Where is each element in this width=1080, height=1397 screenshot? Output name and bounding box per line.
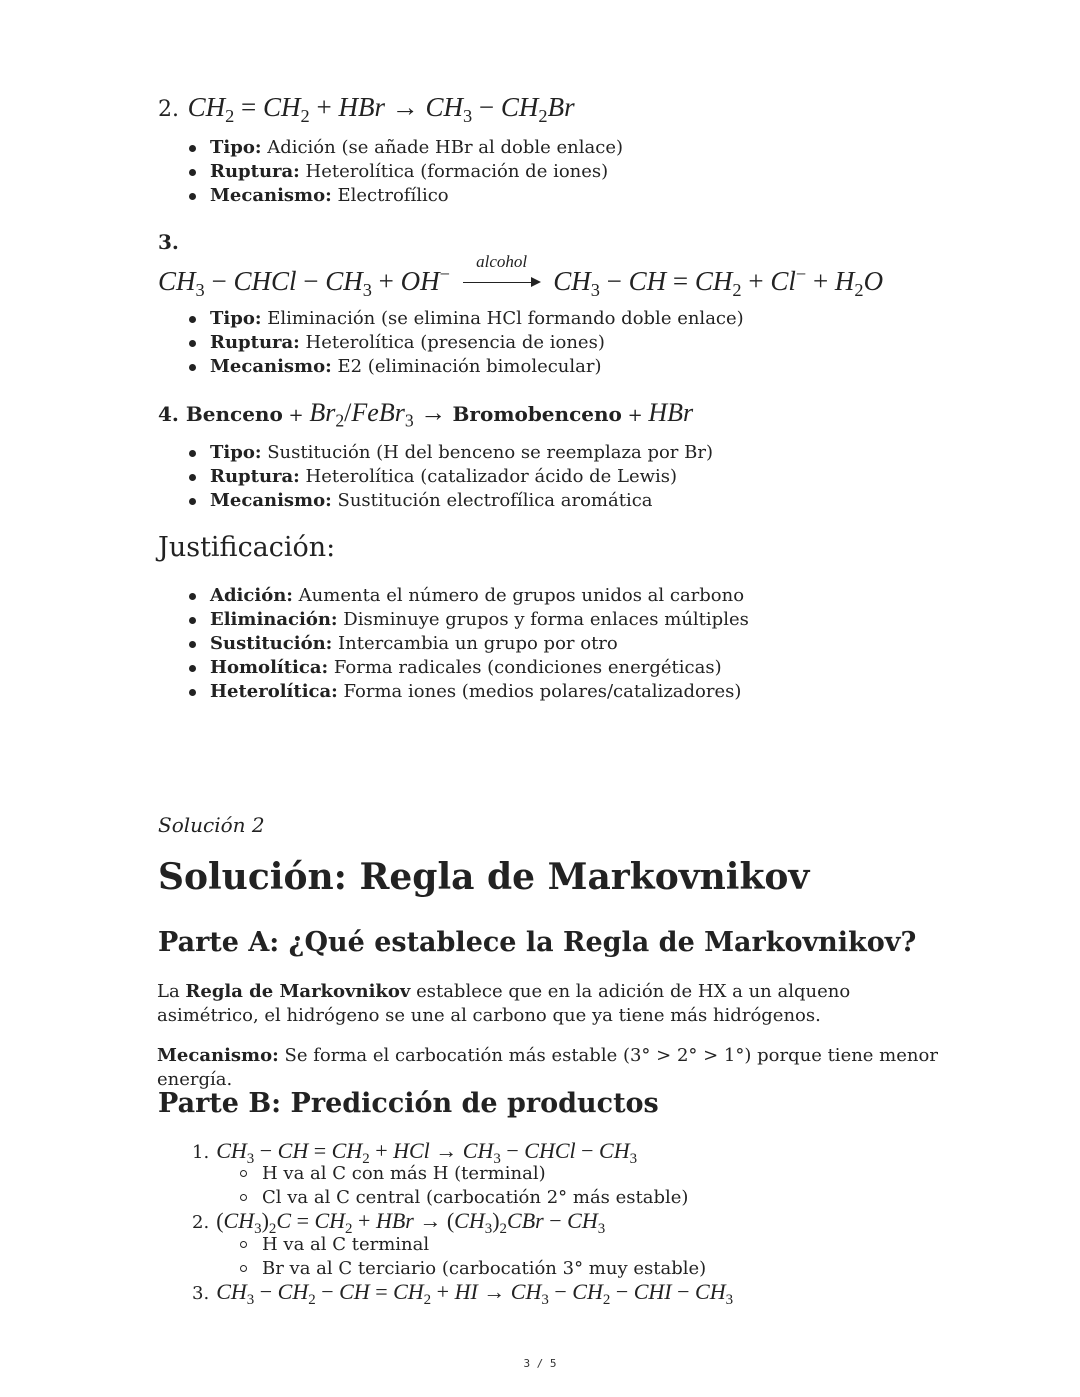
list-item: Mecanismo: E2 (eliminación bimolecular) — [158, 355, 744, 379]
list-item: H va al C con más H (terminal) — [240, 1162, 688, 1186]
reaction-4-label: 4. Benceno — [158, 402, 283, 426]
list-item: Tipo: Sustitución (H del benceno se reemplaza por Br) — [158, 441, 713, 465]
list-item: Br va al C terciario (carbocatión 3° muy estable) — [240, 1257, 706, 1281]
list-item: Tipo: Adición (se añade HBr al doble enlace) — [158, 136, 623, 160]
prediction-2-equation: 2. $(CH_3)_2C = CH_2$ + HBr → $(CH_3)_2CBr - CH_3$ — [192, 1208, 606, 1237]
reaction-2-bullets — [158, 136, 623, 208]
reaction-4-product: Bromobenceno — [452, 402, 622, 426]
reaction-3-label: 3. — [158, 230, 179, 254]
list-item: Ruptura: Heterolítica (catalizador ácido de Lewis) — [158, 465, 713, 489]
reaction-4-bullets — [158, 441, 713, 513]
parte-a-heading: Parte A: ¿Qué establece la Regla de Markovnikov? — [158, 927, 917, 958]
reaction-3-equation: $CH_3$ − CHCl − $CH_3 + OH^-$ alcohol $CH_3$ − CH = $CH_2 + Cl^- + H_2O$ — [158, 252, 884, 300]
prediction-3-equation: 3. $CH_3 - CH_2$ − CH = $CH_2$ + HI → $CH_3 - CH_2$ − CHI − $CH_3$ — [192, 1279, 734, 1308]
list-item: H va al C terminal — [240, 1233, 706, 1257]
list-item: Tipo: Eliminación (se elimina HCl formando doble enlace) — [158, 307, 744, 331]
page-title: Solución: Regla de Markovnikov — [158, 856, 810, 898]
list-item: Sustitución: Intercambia un grupo por otro — [158, 632, 749, 656]
list-item: Adición: Aumenta el número de grupos unidos al carbono — [158, 584, 749, 608]
prediction-1-notes — [240, 1162, 688, 1209]
list-item: Cl va al C central (carbocatión 2° más estable) — [240, 1186, 688, 1210]
list-item: Homolítica: Forma radicales (condiciones energéticas) — [158, 656, 749, 680]
list-item: Ruptura: Heterolítica (presencia de iones) — [158, 331, 744, 355]
list-item: Eliminación: Disminuye grupos y forma enlaces múltiples — [158, 608, 749, 632]
page-number: 3 / 5 — [523, 1357, 557, 1370]
reaction-arrow — [463, 282, 541, 283]
parte-a-paragraph: La Regla de Markovnikov establece que en la adición de HX a un alqueno asimétrico, el hidrógeno se une al carbono que ya tiene más hidrógenos. — [157, 981, 851, 1026]
parte-a-mechanism: Mecanismo: Se forma el carbocatión más estable (3° > 2° > 1°) porque tiene menor energía. — [157, 1045, 938, 1090]
reaction-2-equation: 2. $CH_2 = CH_2$ + HBr → $CH_3 - CH_2Br$ — [158, 92, 575, 126]
list-item: Heterolítica: Forma iones (medios polares/catalizadores) — [158, 680, 749, 704]
reaction-4-equation: 4. Benceno + $Br_2/FeBr_3$ → Bromobenceno + HBr — [158, 398, 694, 431]
reaction-2-label: 2. — [158, 97, 179, 122]
list-item: Mecanismo: Electrofílico — [158, 184, 623, 208]
list-item: Ruptura: Heterolítica (formación de iones) — [158, 160, 623, 184]
justificacion-bullets — [158, 584, 749, 704]
parte-b-heading: Parte B: Predicción de productos — [158, 1088, 659, 1119]
section-subtitle: Solución 2 — [158, 813, 265, 837]
justificacion-heading: Justificación: — [158, 532, 336, 563]
arrow-condition: alcohol — [476, 252, 528, 271]
prediction-1-equation: 1. $CH_3$ − CH = $CH_2$ + HCl → $CH_3$ − CHCl − $CH_3$ — [192, 1138, 638, 1167]
list-item: Mecanismo: Sustitución electrofílica aromática — [158, 489, 713, 513]
reaction-3-bullets — [158, 307, 744, 379]
prediction-2-notes — [240, 1233, 706, 1280]
